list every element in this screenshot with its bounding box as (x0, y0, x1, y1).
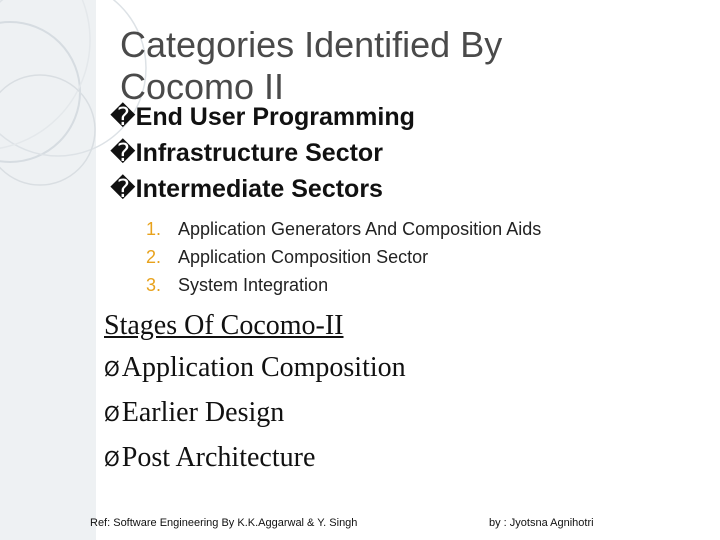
stage-item (104, 346, 704, 391)
item-number: 1. (146, 219, 162, 239)
bullet-glyph: � (110, 175, 136, 203)
item-text: Application Composition Sector (178, 247, 429, 267)
bullet-glyph: � (110, 139, 136, 167)
numbered-item (140, 243, 700, 271)
stage-item (104, 436, 704, 481)
category-item (110, 135, 690, 171)
numbered-item (140, 215, 700, 243)
item-number: 2. (146, 247, 162, 267)
arrow-bullet-icon: Ø (104, 357, 120, 381)
item-text: System Integration (178, 275, 329, 295)
category-item (110, 171, 690, 207)
item-text: Application Generators And Composition Aids (178, 219, 542, 239)
arrow-bullet-icon: Ø (104, 402, 120, 426)
stages-heading: Stages Of Cocomo-II (104, 310, 344, 341)
slide-title: Categories Identified By Cocomo II (120, 24, 503, 107)
stage-item (104, 391, 704, 436)
stage-label: Application Composition (121, 352, 406, 383)
category-label: End User Programming (135, 103, 415, 131)
bullet-glyph: � (110, 103, 136, 131)
footer-reference: Ref: Software Engineering By K.K.Aggarwal & Y. Singh (90, 517, 358, 529)
category-label: Infrastructure Sector (135, 139, 383, 167)
item-number: 3. (146, 275, 162, 295)
category-list (110, 99, 690, 207)
numbered-item (140, 271, 700, 299)
arrow-bullet-icon: Ø (104, 447, 120, 471)
stage-label: Earlier Design (121, 397, 285, 428)
intermediate-sector-list (140, 215, 700, 299)
footer-author: by : Jyotsna Agnihotri (489, 517, 594, 529)
stages-section (104, 306, 704, 481)
stage-label: Post Architecture (121, 442, 316, 473)
category-item (110, 99, 690, 135)
category-label: Intermediate Sectors (135, 175, 383, 203)
